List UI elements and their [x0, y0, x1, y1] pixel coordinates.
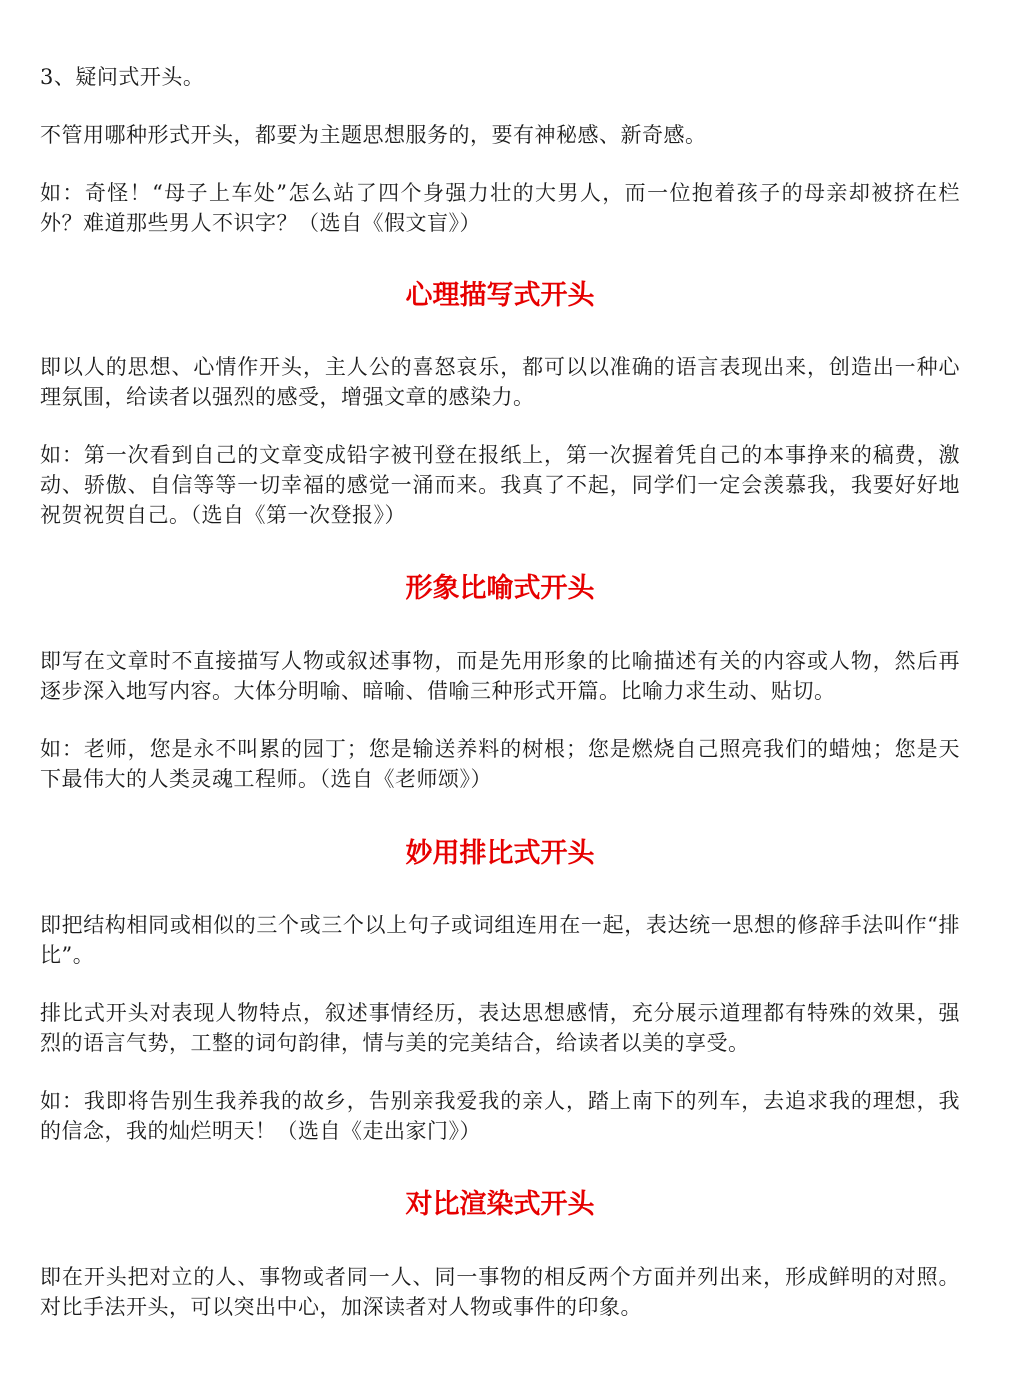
section-title-parallelism: 妙用排比式开头: [405, 838, 595, 869]
contrast-definition: 即在开头把对立的人、事物或者同一人、同一事物的相反两个方面并列出来，形成鲜明的对照。对比手法开头，可以突出中心，加深读者对人物或事件的印象。: [40, 1265, 960, 1319]
intro-example: 如：奇怪！“母子上车处”怎么站了四个身强力壮的大男人，而一位抱着孩子的母亲却被挤在栏外？难道那些男人不识字？（选自《假文盲》）: [40, 181, 960, 235]
psychology-definition: 即以人的思想、心情作开头，主人公的喜怒哀乐，都可以以准确的语言表现出来，创造出一种心理氛围，给读者以强烈的感受，增强文章的感染力。: [40, 355, 960, 409]
section-title-psychology: 心理描写式开头: [405, 280, 595, 311]
section-title-metaphor: 形象比喻式开头: [405, 573, 595, 604]
intro-item: 3、疑问式开头。: [40, 65, 205, 89]
parallelism-effect: 排比式开头对表现人物特点，叙述事情经历，表达思想感情，充分展示道理都有特殊的效果，强烈的语言气势，工整的词句韵律，情与美的完美结合，给读者以美的享受。: [40, 1001, 960, 1055]
metaphor-example: 如：老师，您是永不叫累的园丁；您是输送养料的树根；您是燃烧自己照亮我们的蜡烛；您是天下最伟大的人类灵魂工程师。（选自《老师颂》）: [40, 737, 960, 791]
metaphor-definition: 即写在文章时不直接描写人物或叙述事物，而是先用形象的比喻描述有关的内容或人物，然后再逐步深入地写内容。大体分明喻、暗喻、借喻三种形式开篇。比喻力求生动、贴切。: [40, 649, 960, 703]
intro-paragraph: 不管用哪种形式开头，都要为主题思想服务的，要有神秘感、新奇感。: [40, 123, 707, 147]
psychology-example: 如：第一次看到自己的文章变成铅字被刊登在报纸上，第一次握着凭自己的本事挣来的稿费，激动、骄傲、自信等等一切幸福的感觉一涌而来。我真了不起，同学们一定会羡慕我，我要好好地祝贺祝贺自己。（选自《第一次登报》）: [40, 443, 960, 527]
parallelism-example: 如：我即将告别生我养我的故乡，告别亲我爱我的亲人，踏上南下的列车，去追求我的理想，我的信念，我的灿烂明天！（选自《走出家门》）: [40, 1089, 960, 1143]
parallelism-definition: 即把结构相同或相似的三个或三个以上句子或词组连用在一起，表达统一思想的修辞手法叫作“排比”。: [40, 913, 960, 967]
section-title-contrast: 对比渲染式开头: [405, 1189, 595, 1220]
